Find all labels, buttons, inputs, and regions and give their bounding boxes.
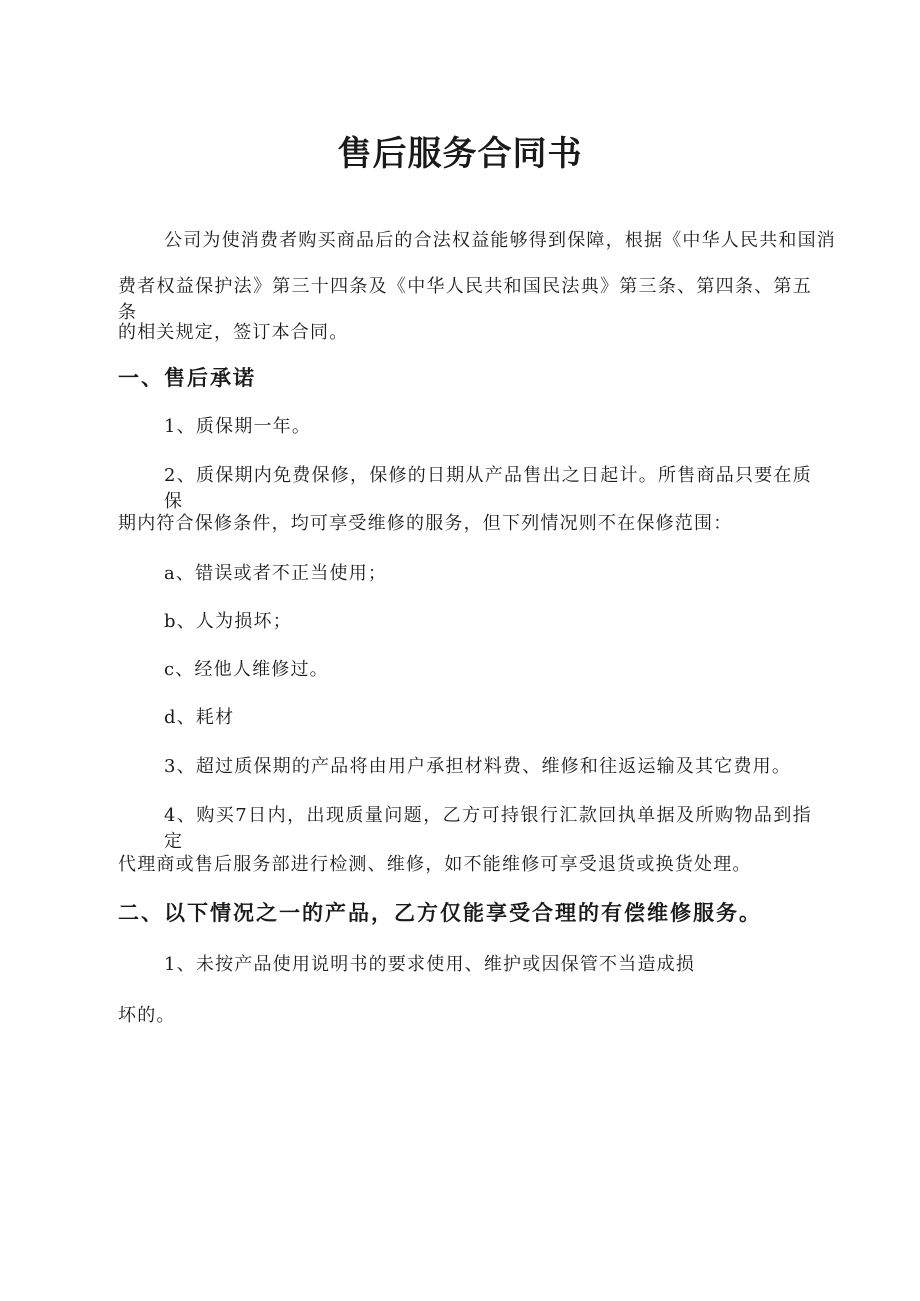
- exclusion-b: b、人为损坏；: [164, 611, 292, 632]
- section-1-item-3: 3、超过质保期的产品将由用户承担材料费、维修和往返运输及其它费用。: [164, 756, 792, 777]
- section-1-item-2-line-2: 期内符合保修条件，均可享受维修的服务，但下列情况则不在保修范围：: [118, 513, 733, 534]
- document-title: 售后服务合同书: [337, 134, 583, 174]
- exclusion-d: d、耗材: [164, 707, 235, 728]
- intro-line-2: 费者权益保护法》第三十四条及《中华人民共和国民法典》第三条、第四条、第五条: [118, 276, 812, 323]
- section-1-item-4-line-2: 代理商或售后服务部进行检测、维修，如不能维修可享受退货或换货处理。: [118, 854, 752, 875]
- section-2-item-1-line-2: 坏的。: [118, 1005, 176, 1026]
- section-1-item-1: 1、质保期一年。: [164, 416, 312, 437]
- intro-line-1: 公司为使消费者购买商品后的合法权益能够得到保障，根据《中华人民共和国消: [164, 230, 836, 251]
- section-2-item-1-line-1: 1、未按产品使用说明书的要求使用、维护或因保管不当造成损: [164, 954, 696, 975]
- section-1-heading: 一、售后承诺: [118, 365, 256, 390]
- section-1-item-2-line-1: 2、质保期内免费保修，保修的日期从产品售出之日起计。所售商品只要在质保: [164, 465, 812, 512]
- section-2-heading: 二、以下情况之一的产品，乙方仅能享受合理的有偿维修服务。: [118, 900, 762, 925]
- intro-line-3: 的相关规定，签订本合同。: [118, 322, 349, 343]
- exclusion-a: a、错误或者不正当使用；: [164, 563, 388, 584]
- exclusion-c: c、经他人维修过。: [164, 659, 329, 680]
- section-1-item-4-line-1: 4、购买7日内，出现质量问题，乙方可持银行汇款回执单据及所购物品到指定: [164, 805, 812, 852]
